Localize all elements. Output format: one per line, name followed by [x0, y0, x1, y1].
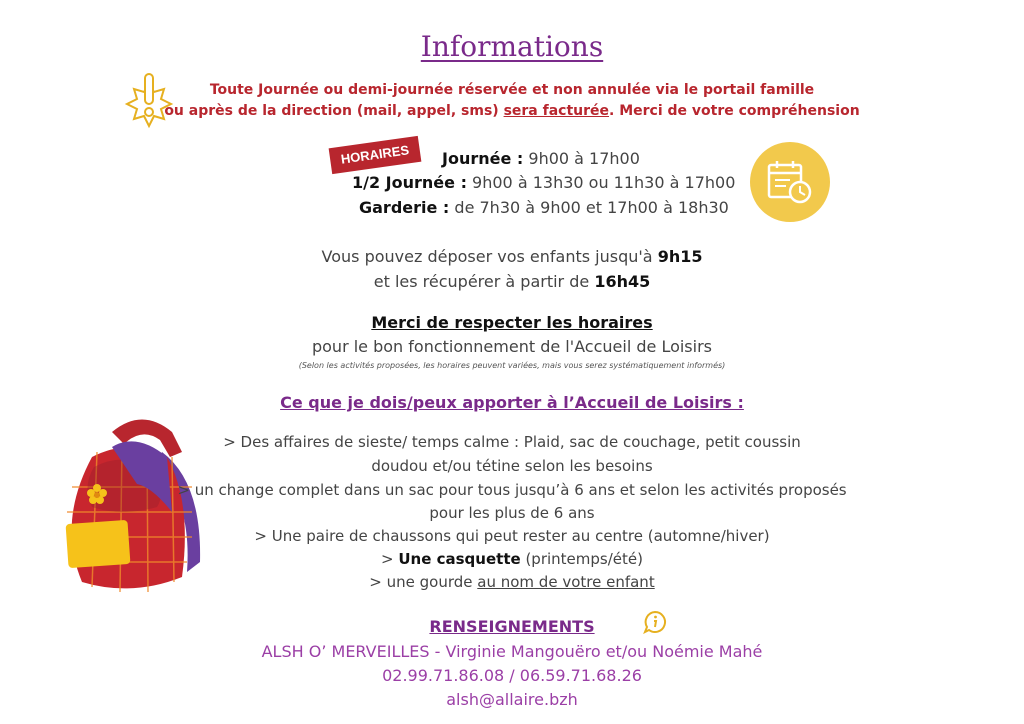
- bottle-prefix: > une gourde: [369, 573, 478, 591]
- hours-half-day-value: 9h00 à 13h30 ou 11h30 à 17h00: [466, 173, 736, 192]
- warning-line-2-post: . Merci de votre compréhension: [609, 103, 860, 119]
- hours-day-label: Journée :: [442, 149, 524, 168]
- pickup-line: [0, 272, 1024, 291]
- pickup-text: et les récupérer à partir de: [373, 272, 595, 291]
- bring-item-change-cont: pour les plus de 6 ans: [429, 504, 595, 522]
- hours-badge: HORAIRES: [329, 136, 422, 174]
- contact-name: ALSH O’ MERVEILLES - Virginie Mangouëro et/ou Noémie Mahé: [261, 642, 763, 661]
- warning-billed: sera facturée: [503, 103, 610, 119]
- respect-title: Merci de respecter les horaires: [371, 313, 653, 332]
- info-circle-icon: [643, 610, 667, 634]
- warning-line-2: [0, 103, 1024, 119]
- hours-row-garderie: [359, 198, 729, 217]
- bottle-underlined: au nom de votre enfant: [477, 573, 655, 591]
- bring-title: Ce que je dois/peux apporter à l’Accueil de Loisirs :: [280, 393, 744, 412]
- contact-phones[interactable]: 02.99.71.86.08 / 06.59.71.68.26: [382, 666, 642, 685]
- hours-row-half-day: [352, 173, 735, 192]
- warning-line-1: Toute Journée ou demi-journée réservée et non annulée via le portail famille: [209, 82, 815, 98]
- respect-note: (Selon les activités proposées, les horaires peuvent variées, mais vous serez systématiquement informés): [298, 361, 726, 370]
- respect-subtitle: pour le bon fonctionnement de l'Accueil de Loisirs: [311, 337, 712, 356]
- dropoff-time: 9h15: [657, 247, 703, 266]
- cap-bold: Une casquette: [398, 550, 521, 568]
- hours-garderie-label: Garderie :: [359, 198, 450, 217]
- pickup-time: 16h45: [594, 272, 651, 291]
- bring-item-slippers: > Une paire de chaussons qui peut rester au centre (automne/hiver): [254, 527, 770, 545]
- bring-item-bottle: [0, 573, 1024, 591]
- exclamation-burst-icon: [124, 72, 174, 130]
- dropoff-line: [0, 247, 1024, 266]
- bring-item-nap-cont: doudou et/ou tétine selon les besoins: [371, 457, 653, 475]
- hours-half-day-label: 1/2 Journée :: [352, 173, 467, 192]
- bring-item-nap: > Des affaires de sieste/ temps calme : Plaid, sac de couchage, petit coussin: [223, 433, 801, 451]
- dropoff-text: Vous pouvez déposer vos enfants jusqu'à: [321, 247, 658, 266]
- page-title: Informations: [420, 30, 604, 63]
- cap-prefix: >: [381, 550, 399, 568]
- hours-garderie-value: de 7h30 à 9h00 et 17h00 à 18h30: [449, 198, 729, 217]
- bring-item-change: > un change complet dans un sac pour tous jusqu’à 6 ans et selon les activités proposés: [177, 481, 847, 499]
- contact-email[interactable]: alsh@allaire.bzh: [446, 690, 578, 709]
- warning-line-2-pre: ou après de la direction (mail, appel, sms): [164, 103, 504, 119]
- bring-item-cap: [0, 550, 1024, 568]
- calendar-clock-icon: [766, 158, 814, 206]
- hours-day-value: 9h00 à 17h00: [523, 149, 640, 168]
- cap-suffix: (printemps/été): [520, 550, 643, 568]
- contact-title: RENSEIGNEMENTS: [429, 617, 595, 636]
- hours-row-day: [442, 149, 640, 168]
